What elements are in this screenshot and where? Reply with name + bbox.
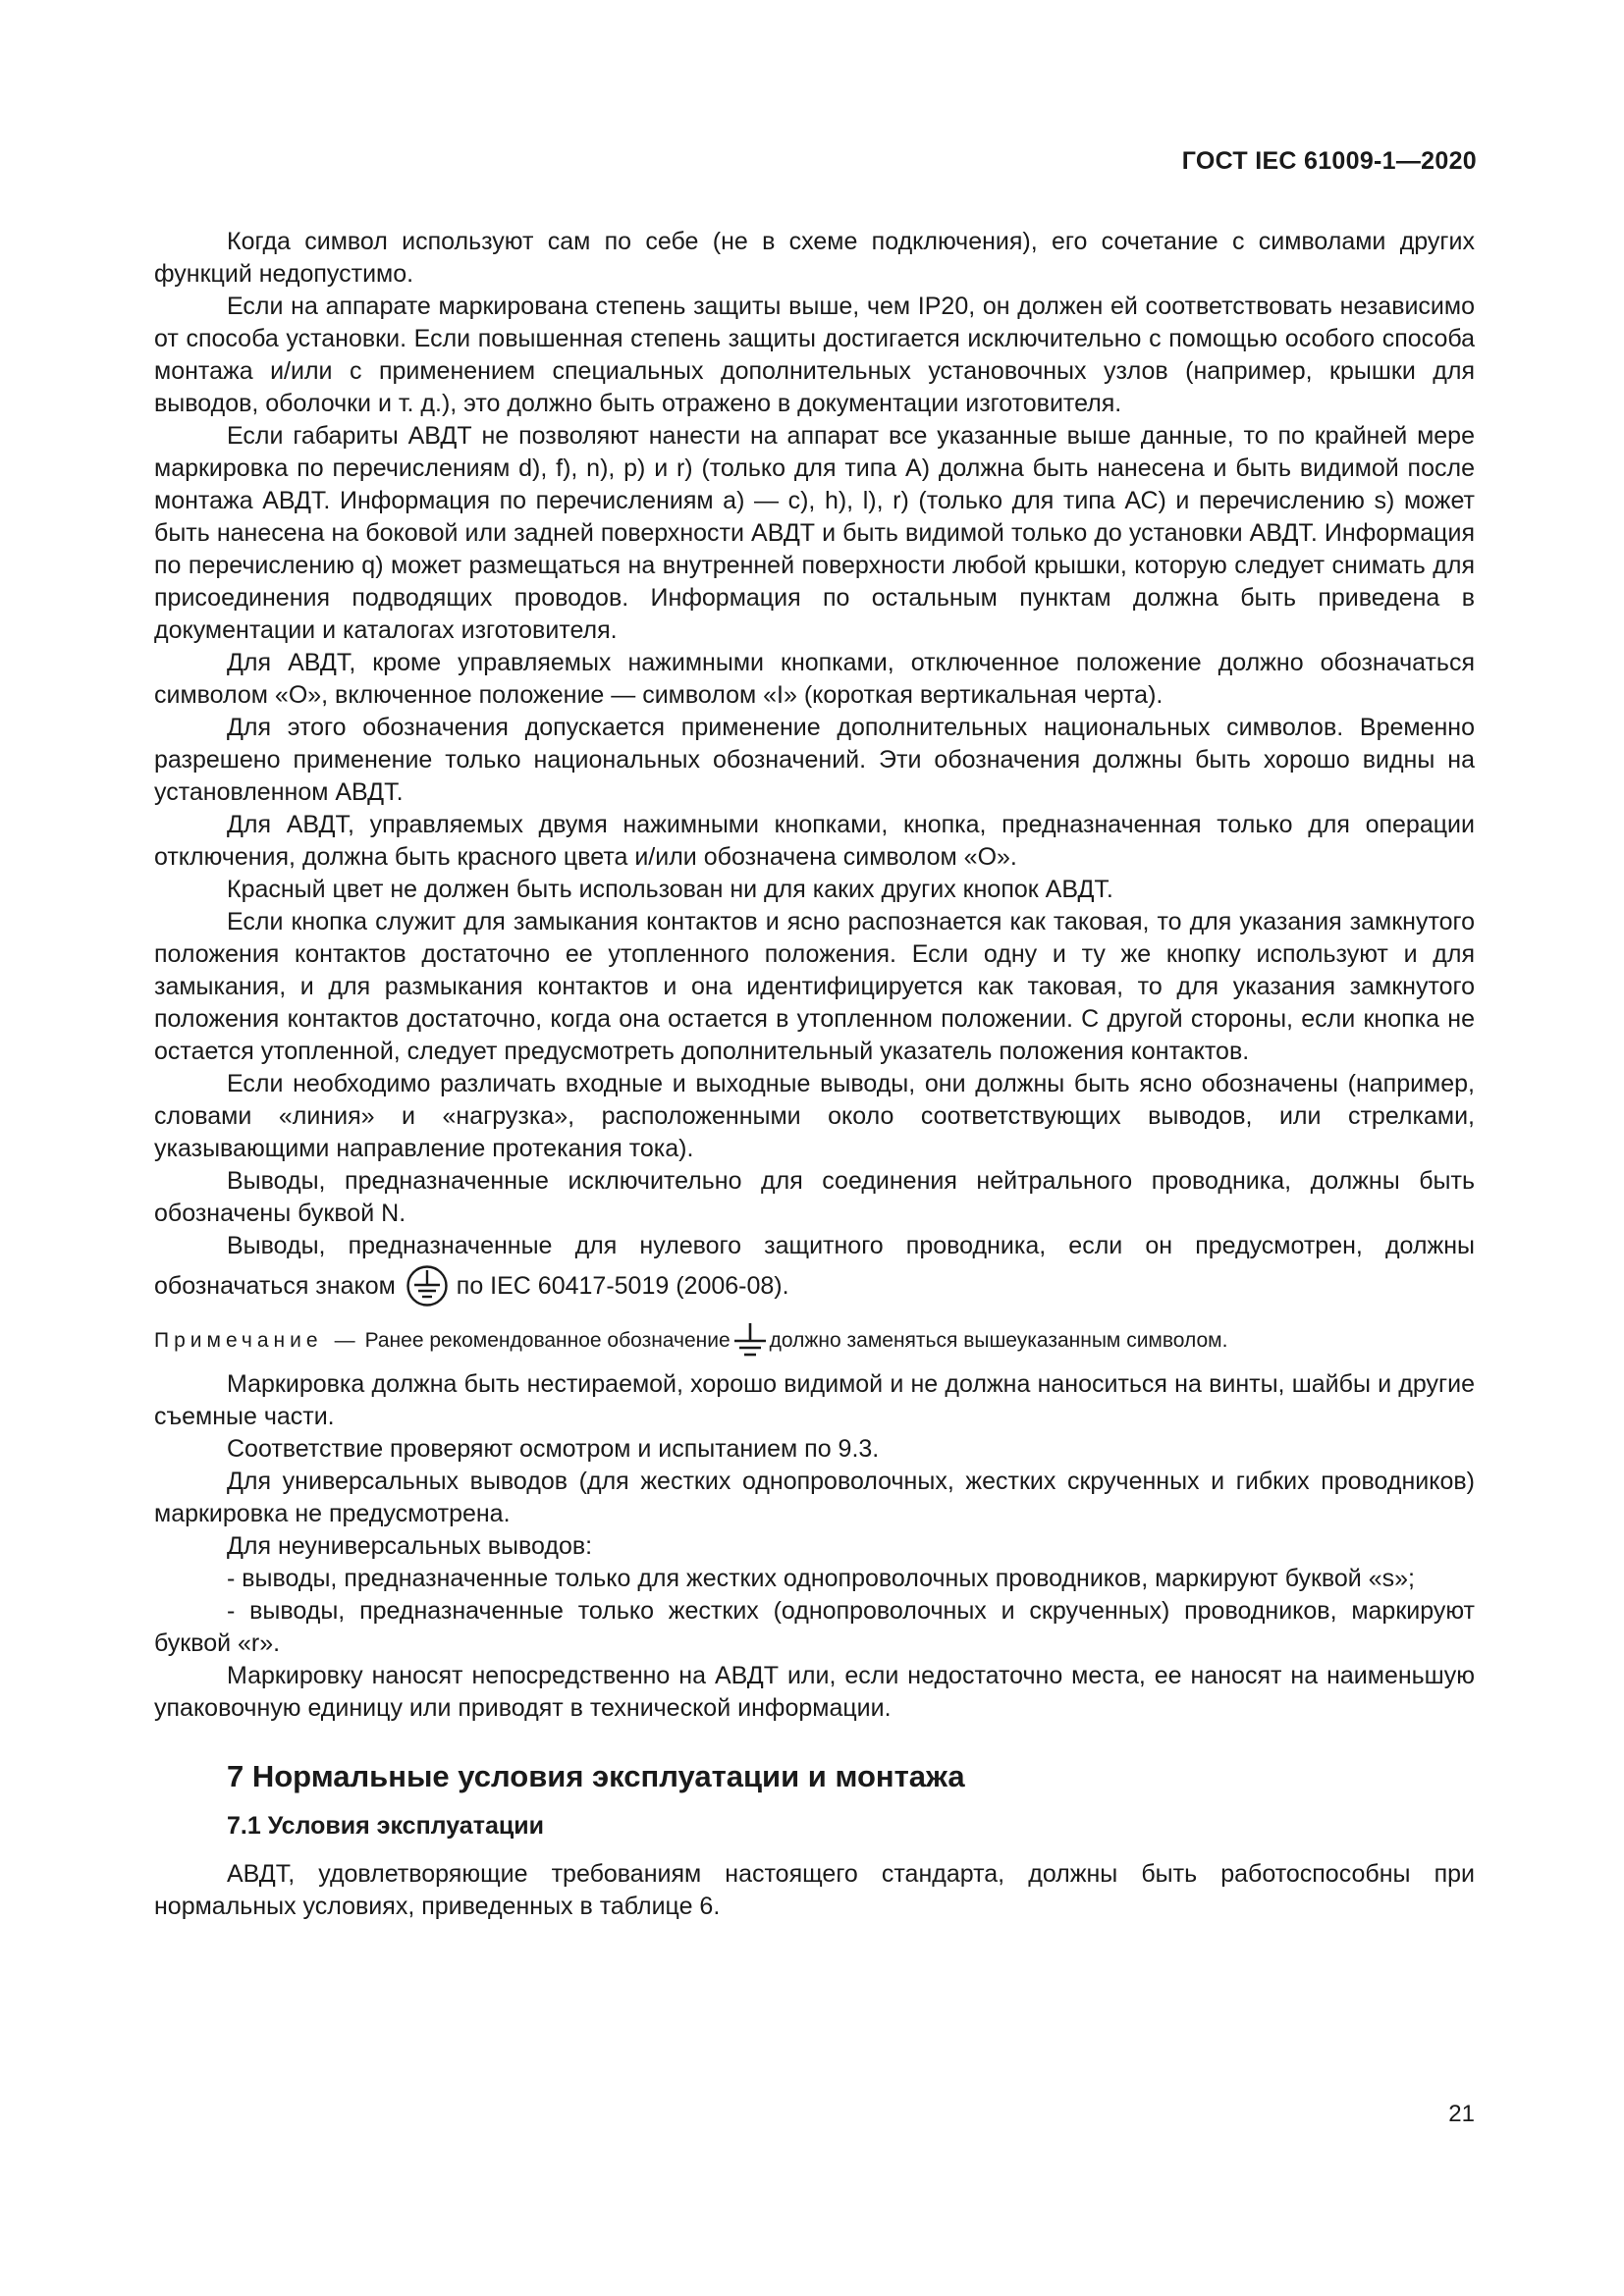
paragraph: Для этого обозначения допускается применение дополнительных национальных символов. Временно разрешено применение только национальных обозначений. Эти обозначения должны быть хорошо видны на установленном АВДТ. [154, 714, 1475, 806]
paragraph: Выводы, предназначенные для нулевого защитного проводника, если он предусмотрен, должны [227, 1232, 1475, 1259]
paragraph: Если кнопка служит для замыкания контактов и ясно распознается как таковая, то для указания замкнутого положения контактов достаточно ее утопленного положения. Если одну и ту же кнопку используют и для замыкания, и для размыкания контактов и она идентифицируется как таковая, то для указания замкнутого положения контактов достаточно, когда она остается в утопленном положении. С другой стороны, если кнопка не остается утопленной, следует предусмотреть дополнительный указатель положения контактов. [154, 908, 1475, 1065]
main-text [154, 226, 1475, 1923]
paragraph: Для универсальных выводов (для жестких однопроволочных, жестких скрученных и гибких проводников) маркировка не предусмотрена. [154, 1468, 1475, 1527]
paragraph: Маркировку наносят непосредственно на АВДТ или, если недостаточно места, ее наносят на наименьшую упаковочную единицу или приводят в технической информации. [154, 1662, 1475, 1722]
paragraph: АВДТ, удовлетворяющие требованиям настоящего стандарта, должны быть работоспособны при нормальных условиях, приведенных в таблице 6. [154, 1860, 1475, 1920]
paragraph: Для неуниверсальных выводов: [227, 1532, 593, 1560]
paragraph: Красный цвет не должен быть использован ни для каких других кнопок АВДТ. [227, 876, 1113, 903]
list-item: - выводы, предназначенные только жестких (однопроволочных и скрученных) проводников, маркируют буквой «r». [154, 1597, 1475, 1657]
paragraph: Если габариты АВДТ не позволяют нанести на аппарат все указанные выше данные, то по крайней мере маркировка по перечислениям d), f), n), p) и r) (только для типа А) должна быть нанесена и быть видимой после монтажа АВДТ. Информация по перечислениям a) — c), h), l), r) (только для типа АС) и перечислению s) может быть нанесена на боковой или задней поверхности АВДТ и быть видимой только до установки АВДТ. Информация по перечислению q) может размещаться на внутренней поверхности любой крышки, которую следует снимать для присоединения подводящих проводов. Информация по остальным пунктам должна быть приведена в документации и каталогах изготовителя. [154, 422, 1475, 644]
earth-ground-icon [732, 1321, 768, 1359]
standard-header: ГОСТ IEC 61009-1—2020 [1181, 147, 1477, 175]
protective-earth-line [154, 1264, 1475, 1308]
ground-line-text-before: обозначаться знаком [154, 1271, 396, 1300]
note-dash: — [334, 1328, 355, 1352]
list-item: - выводы, предназначенные только для жестких однопроволочных проводников, маркируют буквой «s»; [227, 1565, 1415, 1592]
note [154, 1321, 1475, 1359]
note-text-before: Ранее рекомендованное обозначение [364, 1328, 731, 1352]
paragraph: Для АВДТ, кроме управляемых нажимными кнопками, отключенное положение должно обозначаться символом «О», включенное положение — символом «I» (короткая вертикальная черта). [154, 649, 1475, 709]
paragraph: Для АВДТ, управляемых двумя нажимными кнопками, кнопка, предназначенная только для операции отключения, должна быть красного цвета и/или обозначена символом «О». [154, 811, 1475, 871]
note-text-after: должно заменяться вышеуказанным символом. [769, 1328, 1228, 1352]
paragraph: Маркировка должна быть нестираемой, хорошо видимой и не должна наноситься на винты, шайбы и другие съемные части. [154, 1370, 1475, 1430]
paragraph: Соответствие проверяют осмотром и испытанием по 9.3. [227, 1435, 880, 1463]
section-heading: 7 Нормальные условия эксплуатации и монтажа [227, 1759, 965, 1793]
protective-earth-icon [406, 1264, 449, 1308]
ground-line-text-after: по IEC 60417-5019 (2006-08). [456, 1271, 789, 1300]
paragraph: Если необходимо различать входные и выходные выводы, они должны быть ясно обозначены (например, словами «линия» и «нагрузка», расположенными около соответствующих выводов, или стрелками, указывающими направление протекания тока). [154, 1070, 1475, 1162]
subsection-heading: 7.1 Условия эксплуатации [227, 1812, 544, 1840]
paragraph: Когда символ используют сам по себе (не в схеме подключения), его сочетание с символами других функций недопустимо. [154, 228, 1475, 288]
page-number: 21 [1448, 2101, 1475, 2127]
paragraph: Если на аппарате маркирована степень защиты выше, чем IP20, он должен ей соответствовать независимо от способа установки. Если повышенная степень защиты достигается исключительно с помощью особого способа монтажа и/или с применением специальных дополнительных установочных узлов (например, крышки для выводов, оболочки и т. д.), это должно быть отражено в документации изготовителя. [154, 293, 1475, 417]
note-label: Примечание [154, 1328, 323, 1352]
paragraph: Выводы, предназначенные исключительно для соединения нейтрального проводника, должны быть обозначены буквой N. [154, 1167, 1475, 1227]
